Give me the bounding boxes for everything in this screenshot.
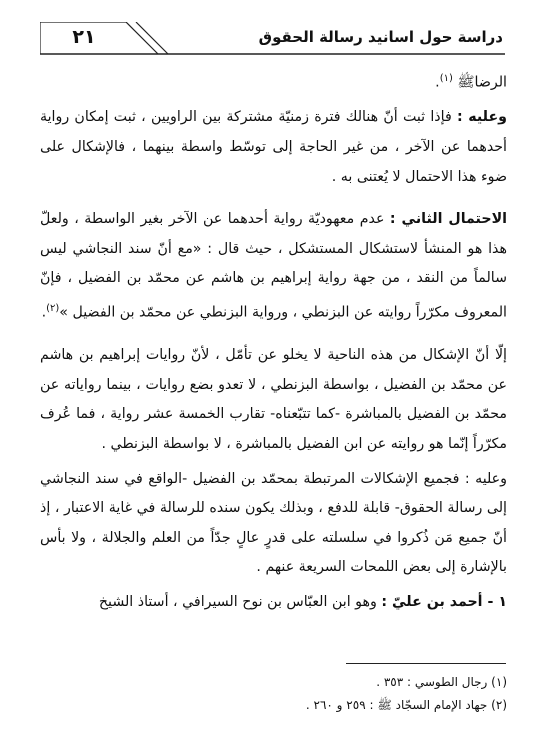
footnote-2 — [47, 694, 507, 717]
paragraph-2 — [40, 103, 507, 192]
paragraph-1 — [40, 64, 507, 98]
footnote-number: (٢) — [491, 698, 507, 712]
quote-text: عدم معهوديّة رواية أحدهما عن الآخر بغير الواسطة ، ولعلّ هذا هو المنشأ لاستشكال المستشكل ، حيث قال : «مع أنّ سند النجاشي ليس سالماً من النقد ، من جهة رواية إبراهيم بن هاشم عن محمّد بن الفضيل ، فإنّ المعروف مكرّراً روايته عن البزنطي ، ورواية البزنطي عن محمّد بن الفضيل » — [40, 211, 507, 321]
punctuation: . — [41, 304, 47, 321]
page-header — [40, 22, 505, 56]
text: وهو ابن العبّاس بن نوح السيرافي ، أستاذ الشيخ — [98, 593, 382, 610]
person-name: أحمد بن عليّ : — [381, 593, 488, 610]
punctuation: . — [435, 74, 440, 91]
text: الرضا — [474, 74, 507, 91]
footnotes — [47, 671, 507, 717]
footnote-text: جهاد الإمام السجّاد ﷺ : ٢٥٩ و ٢٦٠ . — [305, 698, 488, 712]
footnote-text: رجال الطوسي : ٣٥٣ . — [376, 675, 488, 689]
text: فإذا ثبت أنّ هنالك فترة زمنيّة مشتركة بين الراويين ، ثبت إمكان رواية أحدهما عن الآخر ، من غير الحاجة إلى توسّط واسطة بينهما ، فالإشكال على ضوء هذا الاحتمال لا يُعتنى به . — [40, 109, 507, 185]
footnote-ref[interactable]: (١) — [439, 73, 453, 84]
footnote-separator — [346, 663, 506, 664]
paragraph-6 — [40, 588, 507, 618]
running-title: دراسة حول اسانيد رسالة الحقوق — [258, 28, 503, 46]
paragraph-5: وعليه : فجميع الإشكالات المرتبطة بمحمّد بن الفضيل -الواقع في سند النجاشي إلى رسالة الحقوق- قابلة للدفع ، وبذلك يكون سنده للرسالة في غاية الاعتبار ، إذ أنّ جميع مَن ذُكروا في سلسلته على قدرٍ عالٍ جدّاً من العلم والجلالة ، ولا بأس بالإشارة إلى بعض اللمحات السريعة عنهم . — [40, 470, 507, 576]
page-number: ٢١ — [72, 26, 96, 48]
list-number: ١ - — [487, 593, 507, 610]
footnote-number: (١) — [491, 675, 507, 689]
paragraph-3 — [40, 205, 507, 328]
body-text — [40, 64, 507, 618]
paragraph-lead: وعليه : — [456, 109, 507, 126]
paragraph-lead: الاحتمال الثاني : — [389, 211, 507, 228]
honorific-symbol: ﷺ — [457, 74, 475, 91]
footnote-ref[interactable]: (٢) — [46, 302, 60, 314]
footnote-1 — [47, 671, 507, 694]
paragraph-4: إلّا أنّ الإشكال من هذه الناحية لا يخلو عن تأمّل ، لأنّ روايات إبراهيم بن هاشم عن محمّد بن الفضيل ، بواسطة البزنطي ، لا تعدو بضع روايات ، بينما رواياته عن محمّد بن الفضيل بالمباشرة -كما تتبّعناه- تقارب الخمسة عشر رواية ، فما عُرف مكرّراً إنّما هو روايته عن ابن الفضيل بالمباشرة ، لا بواسطة البزنطي . — [40, 347, 507, 452]
